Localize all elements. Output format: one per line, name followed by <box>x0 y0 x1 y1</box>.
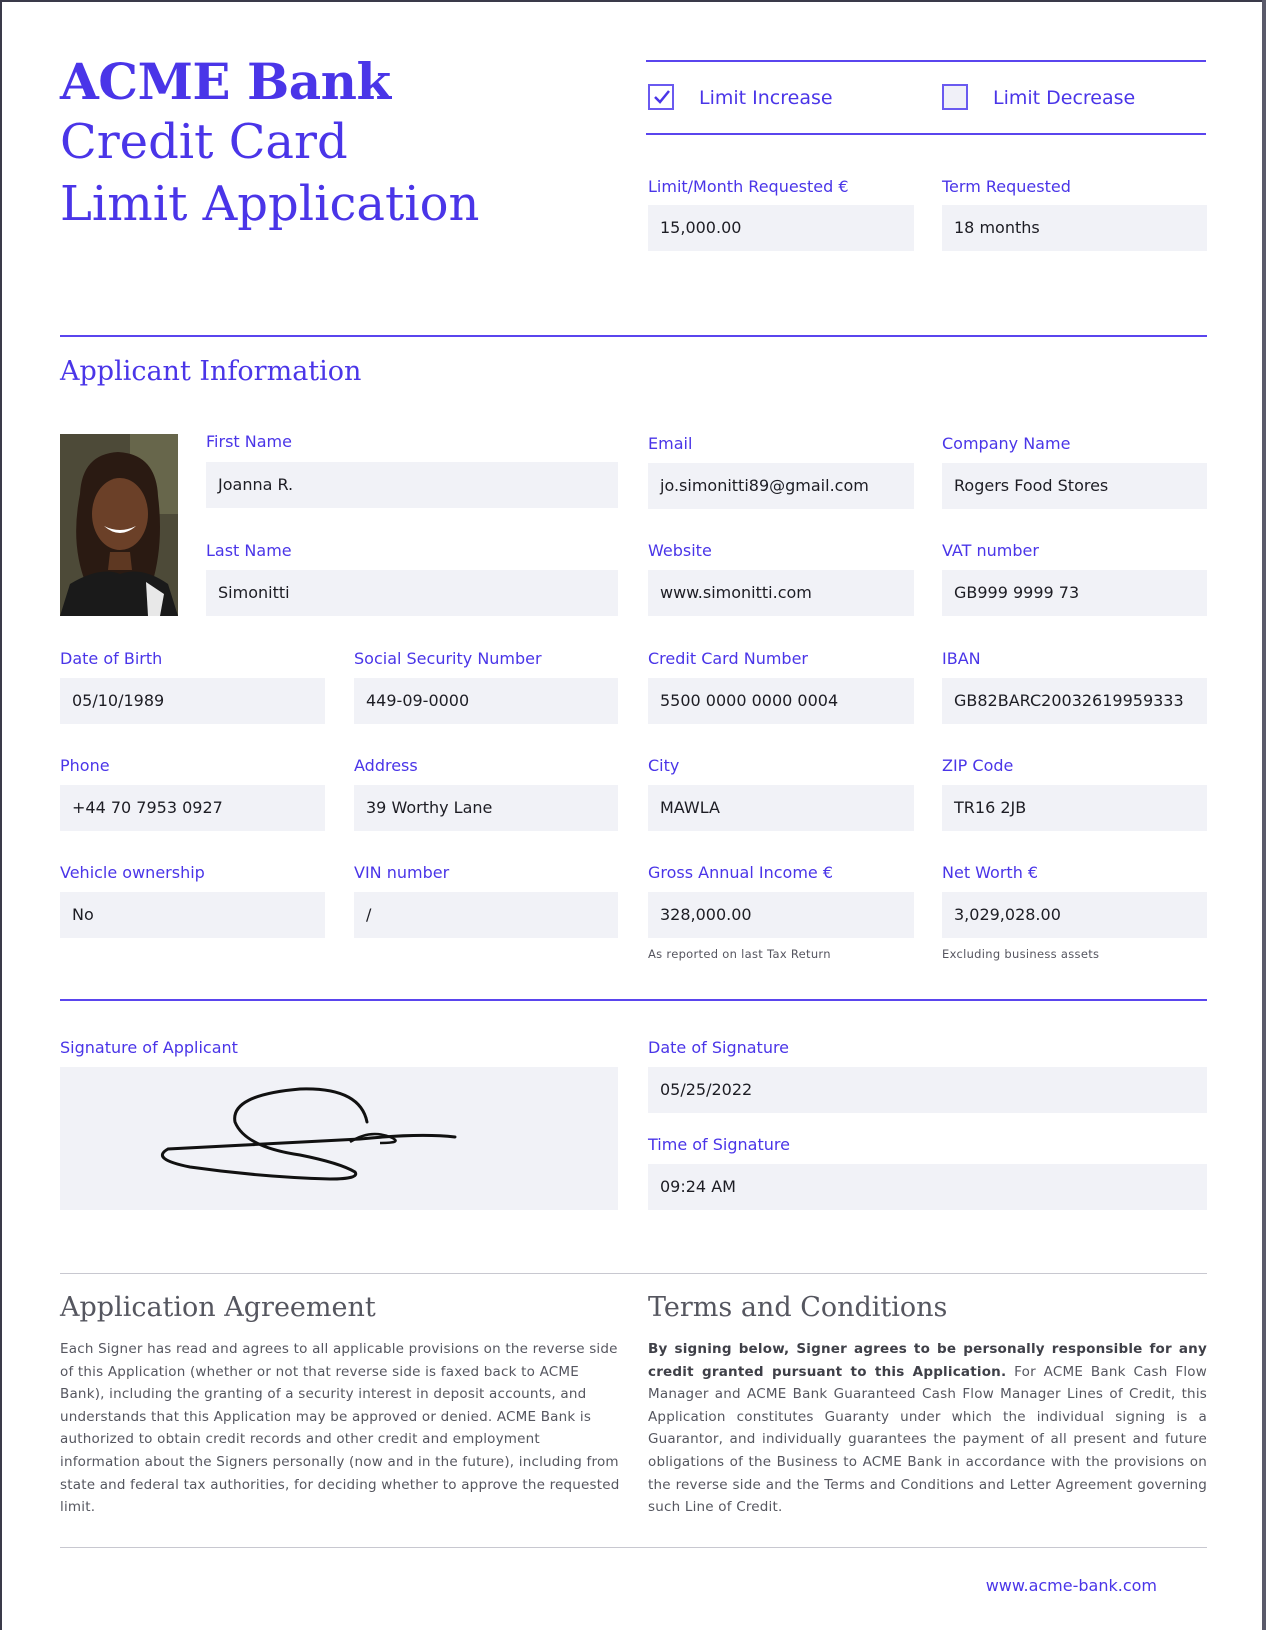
divider <box>60 1273 1207 1274</box>
net-worth-label: Net Worth € <box>942 863 1039 882</box>
signature-field[interactable] <box>60 1067 618 1210</box>
date-of-signature-field[interactable]: 05/25/2022 <box>648 1067 1207 1113</box>
zip-code-label: ZIP Code <box>942 756 1014 775</box>
net-worth-hint: Excluding business assets <box>942 947 1100 961</box>
divider <box>60 999 1207 1001</box>
address-field[interactable]: 39 Worthy Lane <box>354 785 618 831</box>
bank-name-title: ACME Bank <box>60 52 391 111</box>
vehicle-ownership-field[interactable]: No <box>60 892 325 938</box>
ssn-label: Social Security Number <box>354 649 542 668</box>
handwritten-signature <box>60 1067 618 1210</box>
first-name-label: First Name <box>206 432 292 451</box>
divider <box>646 133 1206 135</box>
first-name-field[interactable]: Joanna R. <box>206 462 618 508</box>
divider <box>646 60 1206 62</box>
applicant-information-heading: Applicant Information <box>60 356 362 387</box>
ssn-field[interactable]: 449-09-0000 <box>354 678 618 724</box>
limit-decrease-checkbox[interactable] <box>942 84 968 110</box>
city-field[interactable]: MAWLA <box>648 785 914 831</box>
limit-requested-field[interactable]: 15,000.00 <box>648 205 914 251</box>
vin-number-field[interactable]: / <box>354 892 618 938</box>
phone-label: Phone <box>60 756 110 775</box>
vat-number-field[interactable]: GB999 9999 73 <box>942 570 1207 616</box>
applicant-photo <box>60 434 178 616</box>
checkmark-icon <box>652 87 672 107</box>
footer-website-link[interactable]: www.acme-bank.com <box>985 1576 1157 1595</box>
company-name-label: Company Name <box>942 434 1071 453</box>
limit-increase-checkbox[interactable] <box>648 84 674 110</box>
company-name-field[interactable]: Rogers Food Stores <box>942 463 1207 509</box>
divider <box>60 1547 1207 1548</box>
portrait-image <box>60 434 178 616</box>
website-label: Website <box>648 541 712 560</box>
email-label: Email <box>648 434 693 453</box>
email-field[interactable]: jo.simonitti89@gmail.com <box>648 463 914 509</box>
terms-regular-text: For ACME Bank Cash Flow Manager and ACME Bank Guaranteed Cash Flow Manager Lines of Credit, this Application constitutes Guaranty under which the individual signing is a Guarantor, and individually guarantees the payment of all present and future obligations of the Business to ACME Bank in accordance with the provisions on the reverse side and the Terms and Conditions and Letter Agreement governing such Line of Credit. <box>648 1363 1207 1516</box>
net-worth-field[interactable]: 3,029,028.00 <box>942 892 1207 938</box>
term-requested-field[interactable]: 18 months <box>942 205 1207 251</box>
credit-card-number-field[interactable]: 5500 0000 0000 0004 <box>648 678 914 724</box>
phone-field[interactable]: +44 70 7953 0927 <box>60 785 325 831</box>
date-of-signature-label: Date of Signature <box>648 1038 790 1057</box>
terms-and-conditions-heading: Terms and Conditions <box>648 1292 948 1323</box>
limit-increase-label: Limit Increase <box>699 87 833 109</box>
zip-code-field[interactable]: TR16 2JB <box>942 785 1207 831</box>
terms-and-conditions-text <box>648 1338 1207 1519</box>
last-name-field[interactable]: Simonitti <box>206 570 618 616</box>
city-label: City <box>648 756 680 775</box>
website-field[interactable]: www.simonitti.com <box>648 570 914 616</box>
limit-decrease-label: Limit Decrease <box>993 87 1136 109</box>
gross-income-label: Gross Annual Income € <box>648 863 834 882</box>
vat-number-label: VAT number <box>942 541 1039 560</box>
application-agreement-text: Each Signer has read and agrees to all applicable provisions on the reverse side of this Application (whether or not that reverse side is faxed back to ACME Bank), including the granting of a security interest in deposit accounts, and understands that this Application may be approved or denied. ACME Bank is authorized to obtain credit records and other credit and employment information about the Signers personally (now and in the future), including from state and federal tax authorities, for deciding whether to approve the requested limit. <box>60 1341 620 1516</box>
time-of-signature-field[interactable]: 09:24 AM <box>648 1164 1207 1210</box>
date-of-birth-label: Date of Birth <box>60 649 163 668</box>
gross-income-hint: As reported on last Tax Return <box>648 947 831 961</box>
vin-number-label: VIN number <box>354 863 450 882</box>
terms-bold-text: By signing below, Signer agrees to be personally responsible for any credit granted pursuant to this Application. <box>648 1341 1207 1380</box>
document-title-line3: Limit Application <box>60 176 480 232</box>
iban-field[interactable]: GB82BARC20032619959333 <box>942 678 1207 724</box>
document-title-line2: Credit Card <box>60 114 348 170</box>
signature-label: Signature of Applicant <box>60 1038 238 1057</box>
credit-card-number-label: Credit Card Number <box>648 649 808 668</box>
limit-requested-label: Limit/Month Requested € <box>648 177 849 196</box>
gross-income-field[interactable]: 328,000.00 <box>648 892 914 938</box>
time-of-signature-label: Time of Signature <box>648 1135 790 1154</box>
application-agreement-heading: Application Agreement <box>60 1292 376 1323</box>
date-of-birth-field[interactable]: 05/10/1989 <box>60 678 325 724</box>
last-name-label: Last Name <box>206 541 292 560</box>
term-requested-label: Term Requested <box>942 177 1071 196</box>
divider <box>60 335 1207 337</box>
vehicle-ownership-label: Vehicle ownership <box>60 863 205 882</box>
address-label: Address <box>354 756 418 775</box>
iban-label: IBAN <box>942 649 981 668</box>
